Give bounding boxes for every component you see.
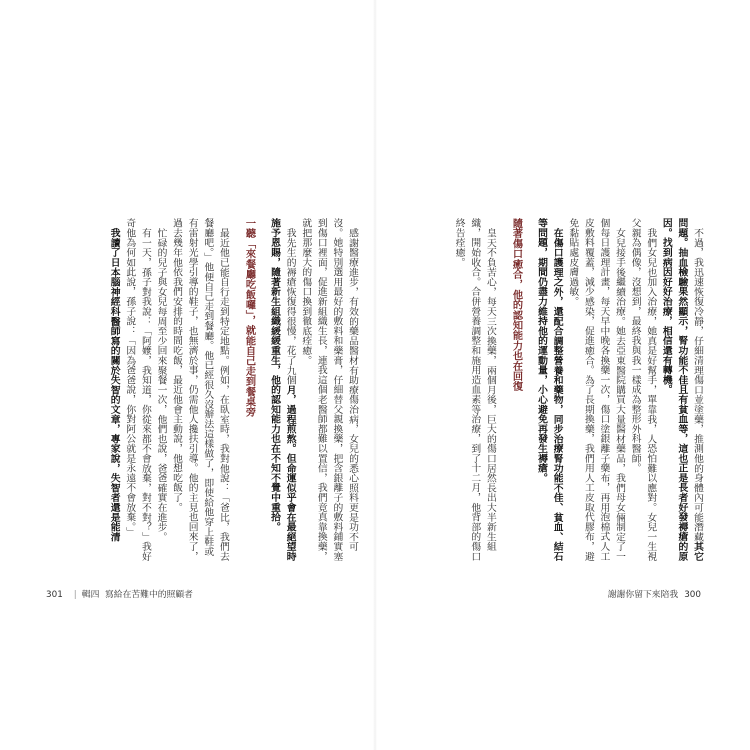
footer-separator: |: [73, 590, 77, 600]
right-para-1-bold: 其它問題。抽血檢驗果然顯示，腎功能不佳且有貧血等，這也正是長者好發褥瘡的原因。找到病因好好治療，相信還有轉機。: [660, 218, 703, 562]
left-para-2-bold: 月，過程煎熬。但命運似乎會在最絕望時施予恩賜，隨著新生組織緩緩重生，他的認知能力也在不知不覺中重拾。: [269, 218, 296, 562]
left-page-text: [38, 218, 360, 563]
right-para-5: 皇天不負苦心，每天三次換藥，兩個月後，巨大的傷口居然長出大半新生組織，開始收合。合併營養調整和施用造血素等治療，到了十二月，他背部的傷口終告痊癒。: [453, 218, 496, 561]
left-footer: [40, 587, 193, 600]
left-para-1: 感謝醫療進步，有效的藥品醫材有助療傷治病，女兒的悉心照料更是功不可沒。她特別選用最好的敷料和藥膏，仔細替父親換藥，把含銀離子的敷料鋪實塞到傷口裡面，促進新組織生長，連我這個老醫師都難以置信，我們竟真靠換藥，就把那麼大的傷口換到徹底痊癒。: [300, 218, 358, 561]
left-para-2: [266, 218, 297, 563]
left-para-2-text: 我先生的褥瘡恢復得很慢，花了九個: [284, 227, 296, 385]
right-para-2: 我們女兒也加入治療，她真是好幫手，單靠我，人恐怕難以應對。女兒一生視父親為偶像，沒想到，最終我與我一樣成為整形外科醫師。: [629, 218, 657, 561]
right-page-text: [387, 218, 705, 563]
left-para-3: 最近他已能自行走到特定地點。例如，在臥室時，我對他說：「爸比，我們去餐廳吧。」他便自己走到餐廳。他已經很久沒辦法這樣做了，即使給他穿上鞋或有雷射光學引導的鞋子，也無濟於事，仍需他人攙扶引導。他的主見也回來了，過去幾年他依我們安排的時間吃飯，最近他會主動說，他想吃飯了。: [171, 218, 229, 561]
right-para-3: 女兒接手後繼續治療。她去亞東醫院購買大量醫材藥品，我們母女倆制定了一個每日護理計畫，每天早中晚各換藥一次，傷口塗銀離子藥布，再用泡棉式人工皮敷料覆蓋，減少感染，促進癒合。為了長期換藥，我們用人工皮取代膠布，避免黏貼處皮膚過敏。: [567, 218, 626, 561]
right-running-title: 謝謝你留下來陪我: [607, 590, 679, 600]
left-section-heading: 一聽「來餐廳吃飯囉」，就能自己走到餐桌旁: [243, 218, 255, 417]
right-page-number: 300: [684, 590, 701, 600]
left-chapter-label: 輯四: [81, 590, 100, 600]
right-section-heading: 隨著傷口癒合，他的認知能力也在回復: [510, 218, 522, 392]
left-running-title: 寫給在苦難中的照顧者: [104, 590, 193, 600]
right-para-1: [658, 218, 705, 563]
right-para-1-text: 不過，我迅速恢復冷靜，仔細清理傷口並塗藥，推測他的身體內可能潛藏: [692, 227, 703, 542]
left-para-6: 我讀了日本腦神經科醫師寫的關於失智的文章，專家說，失智者還是能清: [108, 227, 120, 542]
left-page-number: 301: [46, 590, 63, 600]
book-gutter: [373, 0, 377, 750]
right-footer: [608, 587, 707, 600]
right-para-4: 在傷口護理之外，還配合調整營養和藥物，同步治療腎功能不佳、貧血、結石等問題，期間仍盡力維持他的運動量，小心避免再發生褥瘡。: [536, 218, 563, 561]
left-para-4: 忙碌的兒子與女兒每周至少回來聚餐一次，他們也說，爸爸確實在進步。: [155, 227, 167, 542]
left-para-5: 有一天，孫子對我說：「阿嬤，我知道，你從來都不會放棄，對不對？」我好奇他為何如此說，孫子說：「因為爸爸說，你對阿公就是永遠不會放棄。」: [124, 218, 151, 561]
